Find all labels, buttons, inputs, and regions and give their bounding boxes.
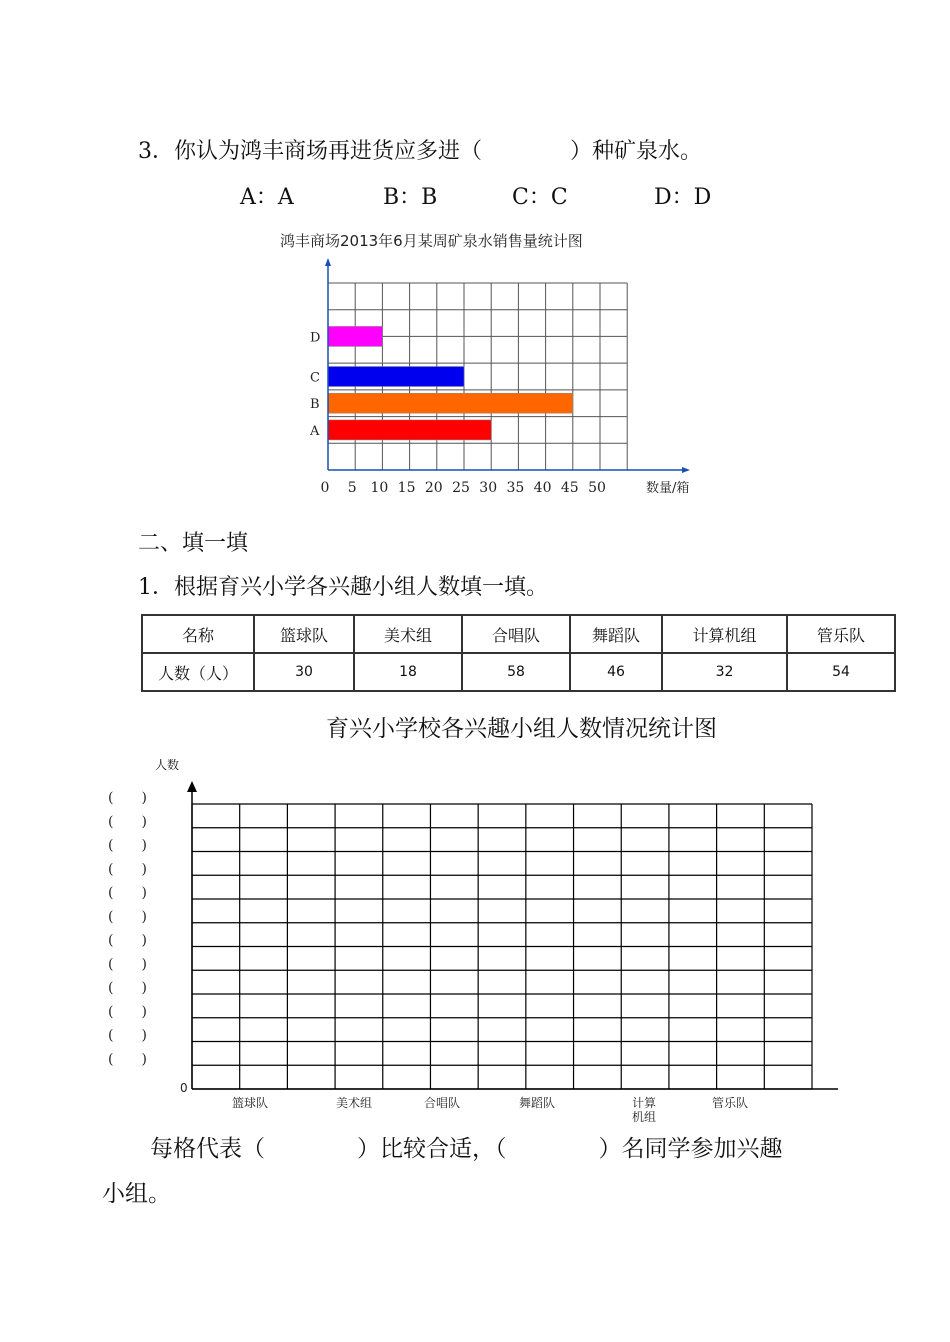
bar-c: [328, 367, 464, 387]
y-tick-blank: ( ): [108, 932, 147, 949]
y-tick-blank: ( ): [108, 956, 147, 973]
x-tick-label: 35: [506, 480, 525, 496]
x-tick-label: 25: [452, 480, 470, 496]
bar-a: [328, 420, 491, 440]
sales-bar-chart: [280, 222, 720, 502]
y-tick-blank: ( ): [108, 813, 147, 830]
table-header-row: [142, 615, 895, 653]
table-header-cell: 名称: [142, 615, 254, 653]
table-header-cell: 美术组: [354, 615, 462, 653]
footer-line-1: 每格代表（ ）比较合适，（ ）名同学参加兴趣: [150, 1136, 783, 1162]
category-label: 美术组: [335, 1096, 373, 1110]
x-tick-label: 50: [588, 480, 606, 496]
y-tick-blank: ( ): [108, 908, 147, 925]
x-tick-label: 40: [533, 480, 552, 496]
section-2-heading: 二、填一填: [138, 531, 249, 556]
table-header-cell: 舞蹈队: [570, 615, 662, 653]
x-tick-label: 30: [479, 480, 498, 496]
blank-grid-chart: [100, 750, 860, 1130]
grid-lines: [192, 804, 812, 1089]
table-cell: 18: [354, 653, 462, 691]
category-label: 合唱队: [423, 1096, 461, 1110]
table-cell: 32: [662, 653, 787, 691]
option-a: A：A: [240, 185, 294, 210]
chart-category-labels: [309, 330, 320, 439]
y-axis-arrow: [187, 781, 197, 792]
y-tick-blank: ( ): [108, 1003, 147, 1020]
category-label: 管乐队: [711, 1096, 749, 1110]
y-tick-blank: ( ): [108, 790, 147, 806]
table-cell: 54: [787, 653, 895, 691]
interest-group-table: [141, 614, 896, 692]
option-b: B：B: [383, 185, 438, 210]
y-axis-arrow: [325, 258, 331, 266]
y-tick-blank: ( ): [108, 1027, 147, 1044]
category-label: 计算机组: [631, 1096, 657, 1124]
question-1-text: 1．根据育兴小学各兴趣小组人数填一填。: [138, 575, 548, 600]
grid-chart-title: 育兴小学校各兴趣小组人数情况统计图: [326, 716, 717, 742]
option-c: C：C: [512, 185, 568, 210]
chart-bars: [328, 326, 573, 440]
category-label: B: [310, 397, 320, 413]
y-zero-label: 0: [180, 1081, 188, 1095]
table-header-cell: 合唱队: [462, 615, 570, 653]
chart-title: 鸿丰商场2013年6月某周矿泉水销售量统计图: [280, 232, 583, 250]
footer-line-2: 小组。: [102, 1181, 171, 1207]
table-row: [142, 653, 895, 691]
x-axis-arrow: [682, 467, 690, 473]
option-d: D：D: [654, 185, 712, 210]
table-header-cell: 管乐队: [787, 615, 895, 653]
y-tick-blank: ( ): [108, 837, 147, 854]
table-cell: 30: [254, 653, 354, 691]
x-tick-label: 20: [424, 480, 443, 496]
category-label: C: [310, 370, 320, 386]
x-tick-label: 10: [370, 480, 389, 496]
x-tick-label: 15: [397, 480, 416, 496]
x-axis-label: 数量/箱: [646, 481, 690, 496]
category-label: 篮球队: [231, 1096, 269, 1110]
category-labels: [232, 1095, 748, 1124]
y-axis-label: 人数: [155, 758, 180, 772]
bar-d: [328, 326, 382, 346]
x-tick-label: 0: [320, 480, 330, 496]
y-tick-blank: ( ): [108, 861, 147, 878]
y-tick-blank: ( ): [108, 980, 147, 996]
table-cell: 人数（人）: [142, 653, 254, 691]
x-tick-label: 5: [347, 480, 357, 496]
question-3-text: 3．你认为鸿丰商场再进货应多进（ ）种矿泉水。: [138, 139, 702, 164]
y-tick-blank: ( ): [108, 885, 147, 901]
category-label: A: [310, 423, 320, 439]
table-header-cell: 篮球队: [254, 615, 354, 653]
table-cell: 46: [570, 653, 662, 691]
x-tick-label: 45: [560, 480, 579, 496]
table-cell: 58: [462, 653, 570, 691]
category-label: D: [310, 330, 321, 346]
bar-b: [328, 393, 573, 413]
y-tick-blanks: [108, 790, 147, 1067]
table-header-cell: 计算机组: [662, 615, 787, 653]
y-tick-blank: ( ): [108, 1051, 147, 1068]
chart-x-tick-labels: [321, 480, 606, 496]
category-label: 舞蹈队: [518, 1096, 556, 1110]
